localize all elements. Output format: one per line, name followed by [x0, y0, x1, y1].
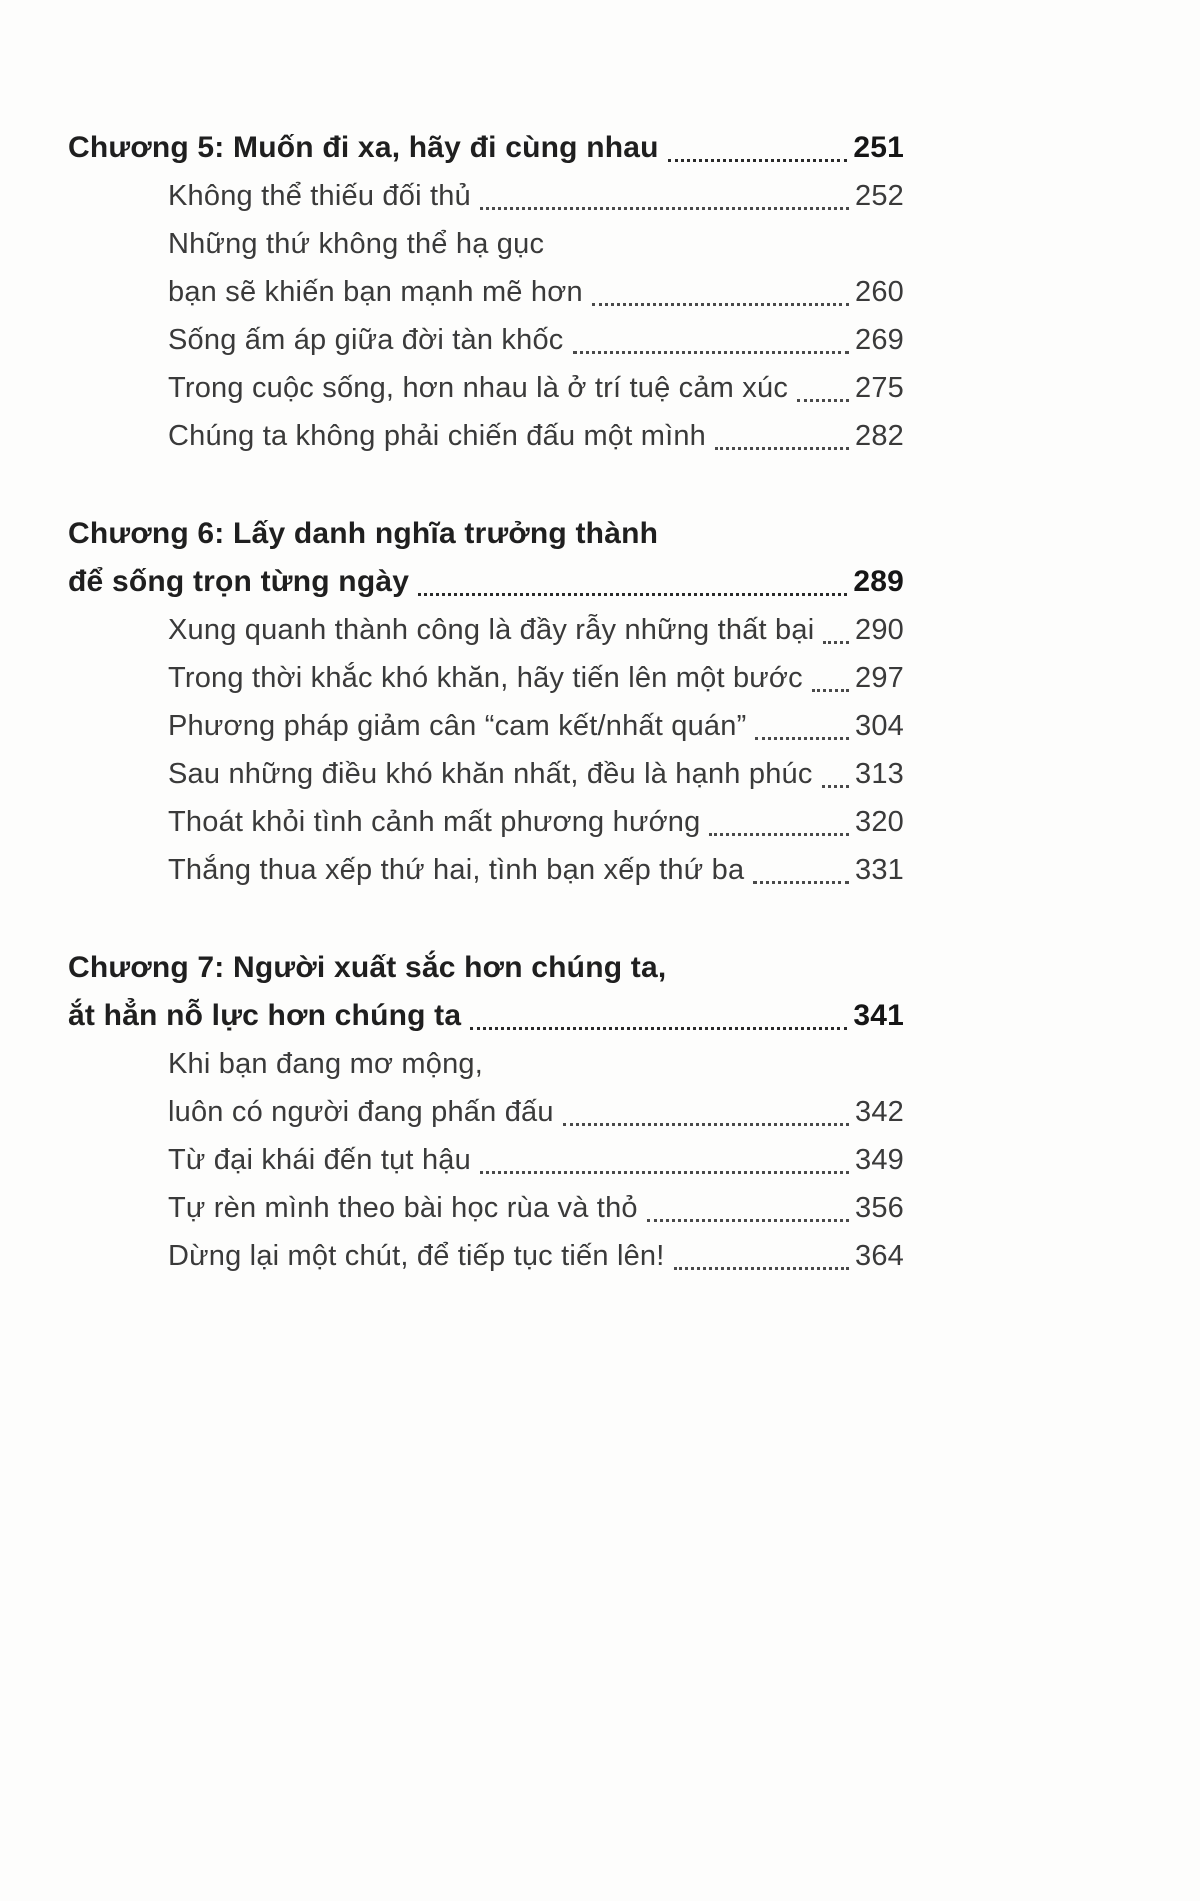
- entry-title: Trong cuộc sống, hơn nhau là ở trí tuệ cảm xúc: [168, 372, 789, 404]
- dot-leader: [480, 1136, 849, 1184]
- chapter-title: để sống trọn từng ngày: [68, 565, 410, 598]
- dot-leader: [822, 750, 849, 798]
- dot-leader: [563, 1088, 849, 1136]
- toc-entry-row: [68, 220, 904, 268]
- entry-page-number: 364: [855, 1240, 904, 1272]
- toc-entry-row: [68, 702, 904, 750]
- dot-leader: [480, 172, 849, 220]
- toc-entry-row: [68, 654, 904, 702]
- entry-page-number: 349: [855, 1144, 904, 1176]
- dot-leader: [592, 268, 849, 316]
- entry-page-number: 275: [855, 372, 904, 404]
- chapter-page-number: 251: [853, 131, 904, 164]
- chapter-heading-row: [68, 992, 904, 1040]
- entry-title: Thoát khỏi tình cảnh mất phương hướng: [168, 806, 701, 838]
- dot-leader: [709, 798, 849, 846]
- entry-title: Sống ấm áp giữa đời tàn khốc: [168, 324, 564, 356]
- entry-title: Chúng ta không phải chiến đấu một mình: [168, 420, 707, 452]
- dot-leader: [647, 1184, 849, 1232]
- chapter-heading-row: [68, 510, 904, 558]
- chapter-title: Chương 6: Lấy danh nghĩa trưởng thành: [68, 517, 659, 550]
- toc-entry-row: [68, 1184, 904, 1232]
- toc-entry-row: [68, 1136, 904, 1184]
- entry-title: bạn sẽ khiến bạn mạnh mẽ hơn: [168, 276, 583, 308]
- entry-page-number: 290: [855, 614, 904, 646]
- toc-entry-row: [68, 172, 904, 220]
- entry-title: Không thể thiếu đối thủ: [168, 180, 471, 212]
- chapter-heading-row: [68, 124, 904, 172]
- chapter-title: ắt hẳn nỗ lực hơn chúng ta: [68, 999, 462, 1032]
- entry-page-number: 313: [855, 758, 904, 790]
- entry-page-number: 331: [855, 854, 904, 886]
- toc-entry-row: [68, 1040, 904, 1088]
- entry-page-number: 252: [855, 180, 904, 212]
- toc-section: [68, 944, 904, 1280]
- chapter-page-number: 341: [853, 999, 904, 1032]
- toc-entry-row: [68, 606, 904, 654]
- entry-page-number: 304: [855, 710, 904, 742]
- toc-entry-row: [68, 798, 904, 846]
- toc-section: [68, 124, 904, 460]
- toc-entry-row: [68, 1088, 904, 1136]
- entry-page-number: 297: [855, 662, 904, 694]
- toc-entry-row: [68, 268, 904, 316]
- entry-title: Trong thời khắc khó khăn, hãy tiến lên một bước: [168, 662, 803, 694]
- entry-title: Khi bạn đang mơ mộng,: [168, 1048, 484, 1080]
- toc-entry-row: [68, 316, 904, 364]
- chapter-heading-row: [68, 558, 904, 606]
- entry-page-number: 320: [855, 806, 904, 838]
- chapter-heading-row: [68, 944, 904, 992]
- dot-leader: [797, 364, 849, 412]
- entry-title: Sau những điều khó khăn nhất, đều là hạnh phúc: [168, 758, 813, 790]
- toc-entry-row: [68, 846, 904, 894]
- toc-section: [68, 510, 904, 894]
- toc-entry-row: [68, 364, 904, 412]
- entry-title: luôn có người đang phấn đấu: [168, 1096, 554, 1128]
- chapter-page-number: 289: [853, 565, 904, 598]
- entry-title: Những thứ không thể hạ gục: [168, 228, 545, 260]
- entry-title: Tự rèn mình theo bài học rùa và thỏ: [168, 1192, 638, 1224]
- entry-page-number: 356: [855, 1192, 904, 1224]
- entry-page-number: 342: [855, 1096, 904, 1128]
- dot-leader: [418, 558, 847, 606]
- dot-leader: [812, 654, 849, 702]
- chapter-title: Chương 7: Người xuất sắc hơn chúng ta,: [68, 951, 667, 984]
- toc-entry-row: [68, 1232, 904, 1280]
- dot-leader: [573, 316, 850, 364]
- entry-title: Từ đại khái đến tụt hậu: [168, 1144, 471, 1176]
- entry-title: Xung quanh thành công là đầy rẫy những thất bại: [168, 614, 815, 646]
- dot-leader: [668, 124, 848, 172]
- entry-title: Dừng lại một chút, để tiếp tục tiến lên!: [168, 1240, 665, 1272]
- toc-entry-row: [68, 412, 904, 460]
- entry-page-number: 269: [855, 324, 904, 356]
- entry-page-number: 260: [855, 276, 904, 308]
- chapter-title: Chương 5: Muốn đi xa, hãy đi cùng nhau: [68, 131, 659, 164]
- dot-leader: [753, 846, 849, 894]
- entry-page-number: 282: [855, 420, 904, 452]
- dot-leader: [470, 992, 847, 1040]
- table-of-contents: [68, 124, 904, 1280]
- toc-entry-row: [68, 750, 904, 798]
- entry-title: Phương pháp giảm cân “cam kết/nhất quán”: [168, 710, 747, 742]
- dot-leader: [755, 702, 849, 750]
- dot-leader: [674, 1232, 849, 1280]
- entry-title: Thắng thua xếp thứ hai, tình bạn xếp thứ ba: [168, 854, 745, 886]
- dot-leader: [823, 606, 849, 654]
- dot-leader: [715, 412, 849, 460]
